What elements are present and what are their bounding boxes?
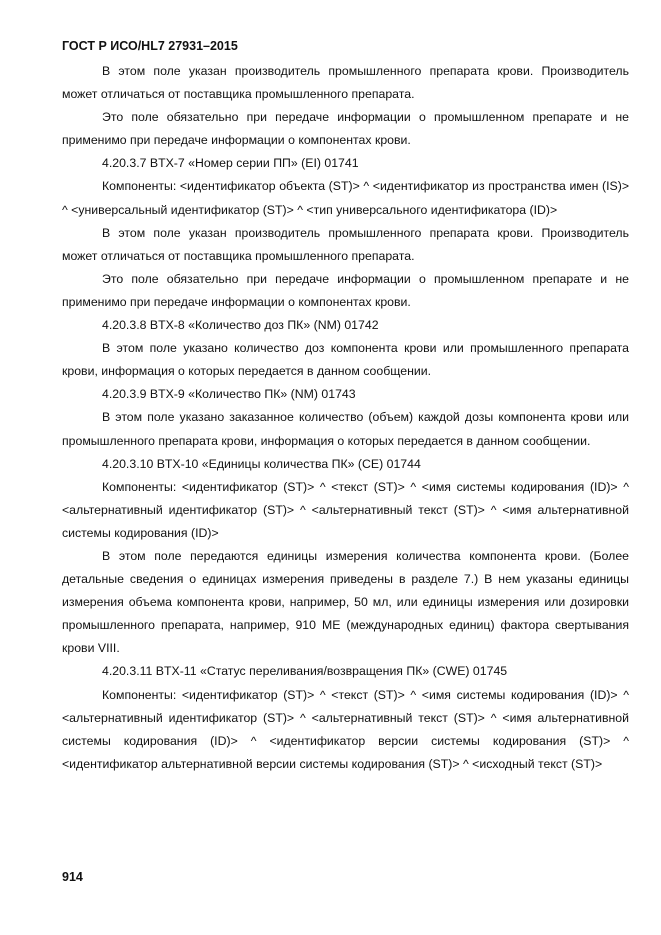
document-body bbox=[62, 60, 629, 776]
standard-header: ГОСТ Р ИСО/HL7 27931–2015 bbox=[62, 39, 238, 53]
paragraph: В этом поле указано количество доз компонента крови или промышленного препарата крови, информация о которых передается в данном сообщении. bbox=[62, 341, 629, 379]
paragraph: В этом поле передаются единицы измерения количества компонента крови. (Более детальные сведения о единицах измерения приведены в разделе 7.) В нем указаны единицы измерения объема компонента крови, например, 50 мл, или единицы измерения или дозировки промышленного препарата, например, 910 МЕ (международных единиц) фактора свертывания крови VIII. bbox=[62, 548, 629, 656]
paragraph: В этом поле указано заказанное количество (объем) каждой дозы компонента крови или промышленного препарата крови, информация о которых передается в данном сообщении. bbox=[62, 410, 629, 448]
section-heading: 4.20.3.9 BTX-9 «Количество ПК» (NM) 01743 bbox=[102, 387, 356, 402]
section-heading: 4.20.3.8 BTX-8 «Количество доз ПК» (NM) 01742 bbox=[102, 318, 379, 333]
section-heading: 4.20.3.10 BTX-10 «Единицы количества ПК» (CE) 01744 bbox=[102, 456, 421, 471]
paragraph: В этом поле указан производитель промышленного препарата крови. Производитель может отличаться от поставщика промышленного препарата. bbox=[62, 225, 629, 263]
paragraph: Это поле обязательно при передаче информации о промышленном препарате и не применимо при передаче информации о компонентах крови. bbox=[62, 110, 629, 148]
paragraph: В этом поле указан производитель промышленного препарата крови. Производитель может отличаться от поставщика промышленного препарата. bbox=[62, 64, 629, 102]
section-heading: 4.20.3.11 BTX-11 «Статус переливания/возвращения ПК» (CWE) 01745 bbox=[102, 664, 508, 679]
paragraph: Компоненты: <идентификатор (ST)> ^ <текст (ST)> ^ <имя системы кодирования (ID)> ^ <альтернативный идентификатор (ST)> ^ <альтернативный текст (ST)> ^ <имя альтернативной системы кодирования (ID)> bbox=[62, 479, 629, 540]
section-heading: 4.20.3.7 BTX-7 «Номер серии ПП» (EI) 01741 bbox=[102, 156, 359, 171]
page-number: 914 bbox=[62, 870, 83, 884]
paragraph: Компоненты: <идентификатор (ST)> ^ <текст (ST)> ^ <имя системы кодирования (ID)> ^ <альтернативный идентификатор (ST)> ^ <альтернативный текст (ST)> ^ <имя альтернативной системы кодирования (ID)> ^ <идентификатор версии системы кодирования (ST)> ^ <идентификатор альтернативной версии системы кодирования (ST)> ^ <исходный текст (ST)> bbox=[62, 687, 629, 771]
paragraph: Компоненты: <идентификатор объекта (ST)> ^ <идентификатор из пространства имен (IS)> ^ <универсальный идентификатор (ST)> ^ <тип универсального идентификатора (ID)> bbox=[62, 179, 629, 217]
paragraph: Это поле обязательно при передаче информации о промышленном препарате и не применимо при передаче информации о компонентах крови. bbox=[62, 271, 629, 309]
